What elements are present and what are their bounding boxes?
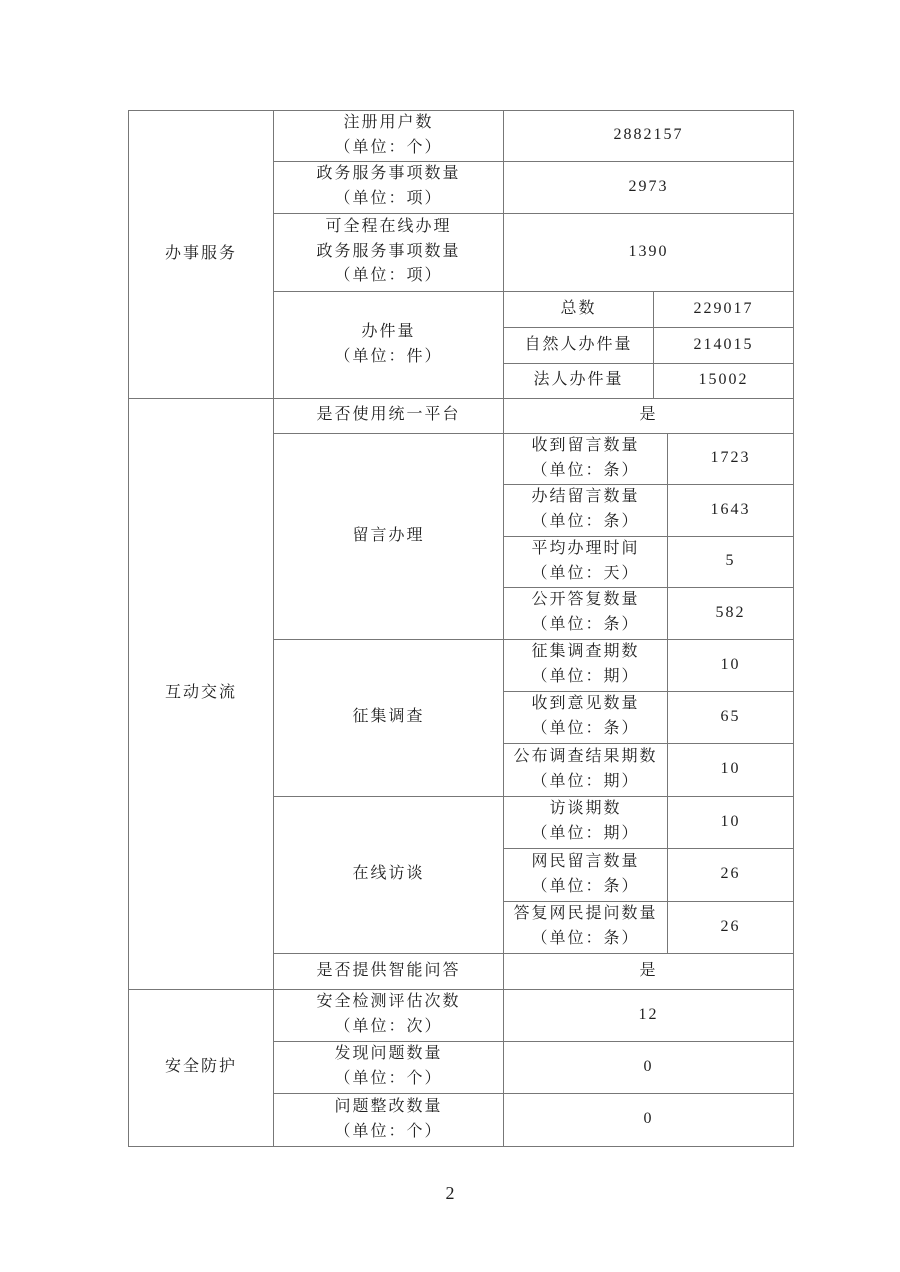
survey-results-unit: （单位：期）: [531, 772, 640, 790]
handled-natural-label: 自然人办件量: [504, 327, 654, 363]
interview-replies-value: 26: [668, 901, 794, 953]
msg-public-replies-label: 公开答复数量: [531, 591, 640, 609]
interview-messages-value: 26: [668, 848, 794, 901]
cell-interview-replies: [504, 901, 668, 953]
survey-periods-label: 征集调查期数: [531, 643, 640, 661]
cell-handled-cases: [274, 291, 504, 398]
interview-periods-label: 访谈期数: [549, 800, 622, 818]
registered-users-value: 2882157: [504, 111, 794, 162]
handled-cases-label: 办件量: [361, 322, 416, 340]
problems-fixed-value: 0: [504, 1093, 794, 1146]
category-cell-security: [129, 989, 274, 1146]
online-items-line2: 政务服务事项数量: [316, 242, 461, 260]
online-items-line1: 可全程在线办理: [325, 217, 452, 235]
cell-msg-received: [504, 433, 668, 484]
cell-survey-results: [504, 743, 668, 796]
handled-legal-label: 法人办件量: [504, 363, 654, 398]
category-label-service: 办事服务: [164, 244, 237, 262]
category-cell-service: [129, 111, 274, 399]
registered-users-label: 注册用户数: [343, 114, 434, 131]
cell-msg-public-replies: [504, 587, 668, 639]
msg-completed-value: 1643: [668, 484, 794, 536]
problems-found-value: 0: [504, 1041, 794, 1093]
survey-results-label: 公布调查结果期数: [513, 747, 658, 765]
assessments-label: 安全检测评估次数: [316, 993, 461, 1011]
cell-interview: 在线访谈: [274, 796, 504, 953]
cell-msg-avg-time: [504, 536, 668, 587]
problems-found-unit: （单位：个）: [334, 1070, 443, 1088]
cell-msg-completed: [504, 484, 668, 536]
survey-opinions-value: 65: [668, 691, 794, 743]
online-items-value: 1390: [504, 213, 794, 291]
assessments-value: 12: [504, 989, 794, 1041]
cell-interview-messages: [504, 848, 668, 901]
interview-periods-unit: （单位：期）: [531, 825, 640, 843]
msg-public-replies-value: 582: [668, 587, 794, 639]
interview-replies-label: 答复网民提问数量: [513, 905, 658, 923]
handled-cases-unit: （单位：件）: [334, 347, 443, 365]
msg-completed-label: 办结留言数量: [531, 488, 640, 506]
interview-messages-label: 网民留言数量: [531, 852, 640, 870]
survey-opinions-unit: （单位：条）: [531, 720, 640, 738]
handled-total-value: 229017: [654, 291, 794, 327]
survey-periods-value: 10: [668, 639, 794, 691]
msg-public-replies-unit: （单位：条）: [531, 616, 640, 634]
online-items-unit: （单位：项）: [334, 267, 443, 285]
table-row: [129, 111, 794, 162]
page-number: 2: [445, 1183, 455, 1203]
survey-opinions-label: 收到意见数量: [531, 695, 640, 713]
cell-online-items: [274, 213, 504, 291]
cell-interview-periods: [504, 796, 668, 848]
assessments-unit: （单位：次）: [334, 1018, 443, 1036]
category-label-interaction: 互动交流: [164, 684, 237, 702]
cell-survey-opinions: [504, 691, 668, 743]
survey-periods-unit: （单位：期）: [531, 668, 640, 686]
service-items-value: 2973: [504, 161, 794, 213]
table-row: [129, 989, 794, 1041]
msg-avg-time-unit: （单位：天）: [531, 564, 640, 582]
msg-received-unit: （单位：条）: [531, 461, 640, 479]
category-cell-interaction: [129, 398, 274, 989]
survey-results-value: 10: [668, 743, 794, 796]
service-items-label: 政务服务事项数量: [316, 165, 461, 183]
problems-fixed-label: 问题整改数量: [334, 1097, 443, 1115]
category-label-security: 安全防护: [164, 1058, 237, 1076]
smart-qa-label: 是否提供智能问答: [274, 953, 504, 989]
handled-total-label: 总数: [504, 291, 654, 327]
service-items-unit: （单位：项）: [334, 190, 443, 208]
msg-avg-time-value: 5: [668, 536, 794, 587]
interview-replies-unit: （单位：条）: [531, 930, 640, 948]
unified-platform-value: 是: [504, 398, 794, 433]
registered-users-unit: （单位：个）: [334, 138, 443, 156]
problems-found-label: 发现问题数量: [334, 1045, 443, 1063]
cell-registered-users: [274, 111, 504, 162]
msg-received-value: 1723: [668, 433, 794, 484]
handled-legal-value: 15002: [654, 363, 794, 398]
interview-periods-value: 10: [668, 796, 794, 848]
statistics-table: [128, 110, 794, 1147]
interview-messages-unit: （单位：条）: [531, 877, 640, 895]
msg-avg-time-label: 平均办理时间: [531, 539, 640, 557]
cell-assessments: [274, 989, 504, 1041]
cell-problems-fixed: [274, 1093, 504, 1146]
msg-completed-unit: （单位：条）: [531, 513, 640, 531]
cell-survey: 征集调查: [274, 639, 504, 796]
handled-natural-value: 214015: [654, 327, 794, 363]
cell-survey-periods: [504, 639, 668, 691]
table-row: [129, 398, 794, 433]
problems-fixed-unit: （单位：个）: [334, 1122, 443, 1140]
msg-received-label: 收到留言数量: [531, 436, 640, 454]
cell-service-items: [274, 161, 504, 213]
cell-problems-found: [274, 1041, 504, 1093]
cell-message-handling: 留言办理: [274, 433, 504, 639]
unified-platform-label: 是否使用统一平台: [274, 398, 504, 433]
smart-qa-value: 是: [504, 953, 794, 989]
